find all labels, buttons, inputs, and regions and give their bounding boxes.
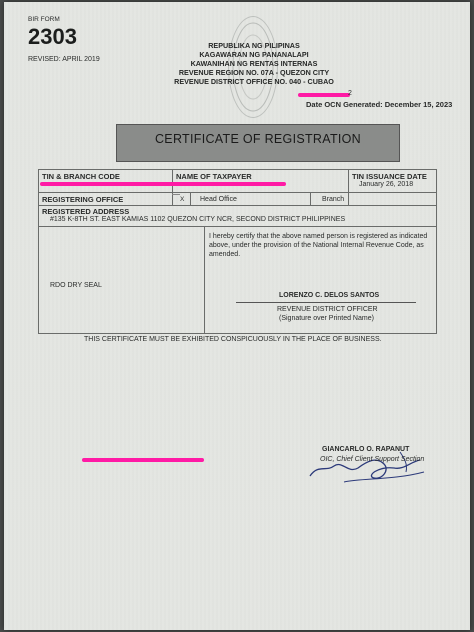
signature-line (236, 302, 416, 303)
registered-address-label: REGISTERED ADDRESS (42, 207, 130, 216)
taxpayer-name-label: NAME OF TAXPAYER (176, 172, 252, 181)
form-revision: REVISED: APRIL 2019 (28, 56, 100, 63)
tin-issuance-date-label: TIN ISSUANCE DATE (352, 172, 427, 181)
date-ocn-generated: Date OCN Generated: December 15, 2023 (306, 100, 453, 109)
redaction-mark-bottom (82, 458, 204, 462)
table-divider (38, 226, 436, 227)
table-divider (38, 192, 436, 193)
agency-line-5: REVENUE DISTRICT OFFICE NO. 040 - CUBAO (174, 77, 334, 86)
certificate-document (4, 2, 470, 630)
table-divider (204, 226, 205, 333)
certificate-title: CERTIFICATE OF REGISTRATION (154, 132, 362, 146)
officer-name: LORENZO C. DELOS SANTOS (279, 292, 380, 299)
checkbox-divider (190, 193, 191, 205)
agency-line-1: REPUBLIKA NG PILIPINAS (208, 41, 300, 50)
tin-issuance-date-value: January 26, 2018 (359, 181, 414, 188)
agency-line-4: REVENUE REGION NO. 07A - QUEZON CITY (178, 68, 330, 77)
agency-line-2: KAGAWARAN NG PANANALAPI (199, 50, 309, 59)
table-divider (172, 194, 180, 195)
rdo-dry-seal-label: RDO DRY SEAL (50, 282, 102, 289)
table-divider (38, 205, 436, 206)
head-office-checkmark: X (180, 196, 185, 203)
branch-label: Branch (322, 196, 345, 203)
form-number: 2303 (28, 24, 77, 49)
head-office-label: Head Office (200, 196, 237, 203)
ocn-number-tail: 2 (348, 90, 352, 97)
table-border-top (38, 169, 436, 170)
tin-branch-code-label: TIN & BRANCH CODE (42, 172, 120, 181)
certification-text-line-3: amended. (209, 251, 241, 258)
checkbox-divider (310, 193, 311, 205)
form-label: BIR FORM (28, 16, 60, 23)
agency-line-3: KAWANIHAN NG RENTAS INTERNAS (190, 59, 318, 68)
table-border-bottom (38, 333, 436, 334)
registered-address-value: #135 K-8TH ST. EAST KAMIAS 1102 QUEZON CITY NCR, SECOND DISTRICT PHILIPPINES (50, 216, 346, 223)
certification-text-line-2: above, under the provision of the National Internal Revenue Code, as (209, 242, 424, 249)
certification-text-line-1: I hereby certify that the above named person is registered as indicated (209, 233, 428, 240)
table-border-right (436, 169, 437, 334)
table-divider (348, 169, 349, 206)
officer-title: REVENUE DISTRICT OFFICER (277, 306, 378, 313)
registering-office-label: REGISTERING OFFICE (42, 195, 124, 204)
redaction-mark-tin-name (40, 182, 286, 186)
table-divider (172, 169, 173, 206)
redaction-mark-ocn (298, 93, 350, 97)
approver-name: GIANCARLO O. RAPANUT (322, 446, 410, 453)
exhibit-notice: THIS CERTIFICATE MUST BE EXHIBITED CONSPICUOUSLY IN THE PLACE OF BUSINESS. (84, 336, 382, 343)
approver-title: OIC, Chief Client Support Section (320, 456, 425, 463)
officer-signature-caption: (Signature over Printed Name) (279, 315, 374, 322)
table-border-left (38, 169, 39, 334)
